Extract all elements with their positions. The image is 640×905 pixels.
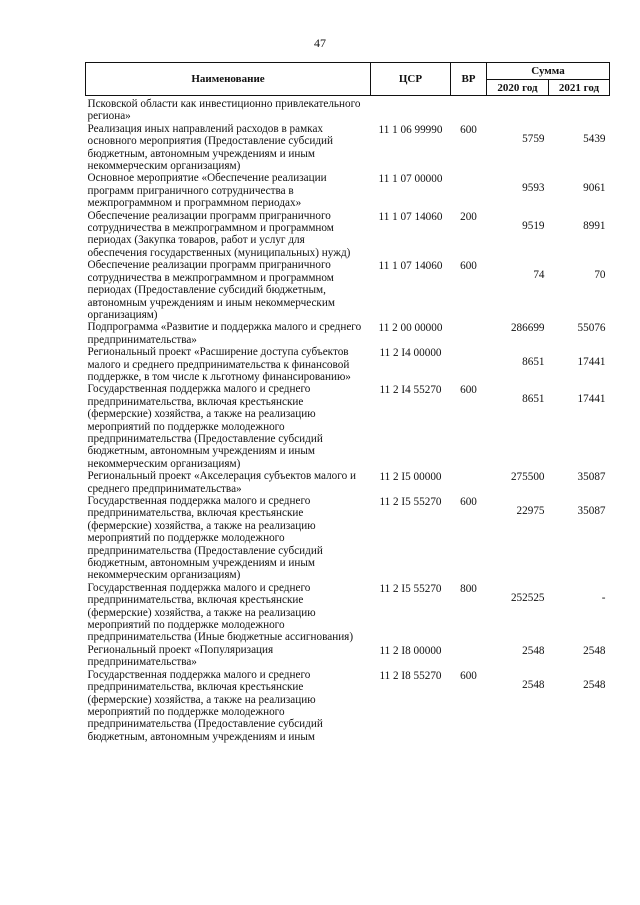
row-csr: 11 2 00 00000 — [378, 322, 443, 335]
row-sum-2021: 2548 — [583, 644, 606, 657]
row-sum-2020: 5759 — [522, 132, 545, 145]
row-name: Государственная поддержка малого и среднего предпринимательства, включая крестьянские (фермерские) хозяйства, а также на реализацию мероприятий по поддержке молодежного предпринимательства (Предоставление субсидий бюджетным, автономным учреждениям и иным некоммерческим организациям) — [87, 383, 323, 470]
header-year-2020: 2020 год — [487, 80, 549, 96]
row-csr: 11 2 I8 55270 — [379, 669, 442, 682]
row-sum-2020: 9519 — [522, 219, 545, 232]
row-name: Государственная поддержка малого и среднего предпринимательства, включая крестьянские (фермерские) хозяйства, а также на реализацию мероприятий по поддержке молодежного предпринимательства (Предоставление субсидий бюджетным, автономным учреждениям и иным — [87, 668, 323, 743]
row-sum-2020 — [487, 96, 549, 123]
table-row — [86, 259, 610, 321]
row-sum-2021: 5439 — [583, 132, 606, 145]
table-header — [86, 63, 610, 96]
table-body — [86, 96, 610, 744]
row-sum-2020: 2548 — [522, 678, 545, 691]
header-name: Наименование — [86, 63, 371, 96]
row-csr: 11 2 I5 55270 — [379, 496, 442, 508]
row-csr: 11 1 07 14060 — [378, 210, 443, 223]
row-vr — [451, 172, 487, 209]
row-sum-2020: 9593 — [522, 182, 545, 195]
table-row — [86, 383, 610, 470]
row-name: Государственная поддержка малого и среднего предпринимательства, включая крестьянские (фермерские) хозяйства, а также на реализацию мероприятий по поддержке молодежного предпринимательства (Иные бюджетные ассигнования) — [87, 581, 354, 644]
table-row — [86, 582, 610, 644]
table-row — [86, 470, 610, 495]
row-vr — [451, 470, 487, 495]
row-sum-2021 — [549, 96, 610, 123]
row-sum-2020: 8651 — [522, 356, 545, 369]
row-vr: 800 — [460, 582, 477, 595]
row-sum-2021: 9061 — [583, 182, 606, 195]
row-sum-2021: 35087 — [577, 505, 606, 517]
row-vr — [451, 346, 487, 383]
page-number: 47 — [314, 36, 326, 50]
row-sum-2021: 17441 — [577, 356, 606, 369]
row-vr: 600 — [460, 260, 477, 273]
row-csr: 11 2 I5 55270 — [379, 582, 442, 595]
budget-table — [85, 62, 610, 743]
table-row — [86, 96, 610, 123]
row-vr: 200 — [460, 210, 477, 223]
row-name: Государственная поддержка малого и среднего предпринимательства, включая крестьянские (фермерские) хозяйства, а также на реализацию мероприятий по поддержке молодежного предпринимательства (Предоставление субсидий бюджетным, автономным учреждениям и иным некоммерческим организациям) — [87, 495, 323, 582]
row-sum-2021: 55076 — [577, 322, 606, 335]
row-vr — [451, 321, 487, 346]
table-row — [86, 495, 610, 582]
row-sum-2021: 17441 — [577, 393, 606, 406]
row-name: Обеспечение реализации программ приграничного сотрудничества в межпрограммном и программном периодах (Предоставление субсидий бюджетным, автономным учреждениям и иным некоммерческим организациям) — [87, 259, 335, 321]
row-name: Основное мероприятие «Обеспечение реализации программ приграничного сотрудничества в межпрограммном и программном периодах» — [87, 172, 327, 210]
table-row — [86, 321, 610, 346]
table-row — [86, 210, 610, 260]
table-row — [86, 123, 610, 173]
row-vr: 600 — [460, 669, 477, 682]
row-name: Обеспечение реализации программ приграничного сотрудничества в межпрограммном и программном периодах (Закупка товаров, работ и услуг для обеспечения государственных (муниципальных) нужд) — [87, 209, 351, 259]
row-sum-2020: 74 — [533, 269, 545, 282]
row-name: Региональный проект «Популяризация предпринимательства» — [87, 643, 274, 669]
row-csr — [371, 96, 451, 123]
header-vr: ВР — [451, 63, 487, 96]
table-row — [86, 172, 610, 209]
row-csr: 11 1 07 14060 — [378, 260, 443, 273]
row-csr: 11 1 06 99990 — [378, 123, 443, 136]
row-sum-2021: 70 — [594, 269, 606, 282]
header-csr: ЦСР — [371, 63, 451, 96]
row-vr — [451, 644, 487, 669]
row-sum-2020: 8651 — [522, 393, 545, 406]
row-vr: 600 — [460, 496, 477, 508]
row-sum-2021: 2548 — [583, 678, 606, 691]
row-sum-2020: 22975 — [516, 505, 545, 517]
row-csr: 11 2 I8 00000 — [379, 644, 442, 657]
row-vr: 600 — [460, 384, 477, 397]
row-csr: 11 2 I5 00000 — [379, 471, 442, 484]
row-sum-2020: 252525 — [510, 591, 545, 604]
row-name: Региональный проект «Расширение доступа субъектов малого и среднего предпринимательства к финансовой поддержке, в том числе к льготному финансированию» — [87, 346, 351, 383]
row-name: Подпрограмма «Развитие и поддержка малого и среднего предпринимательства» — [87, 321, 362, 346]
row-vr — [451, 96, 487, 123]
row-sum-2021: - — [601, 591, 606, 604]
row-sum-2020: 286699 — [510, 322, 545, 335]
table-row — [86, 644, 610, 669]
row-name: Псковской области как инвестиционно привлекательного региона» — [87, 98, 361, 123]
header-year-2021: 2021 год — [549, 80, 610, 96]
row-csr: 11 2 I4 00000 — [379, 347, 442, 360]
row-sum-2021: 8991 — [583, 219, 606, 232]
row-vr: 600 — [460, 123, 477, 136]
row-sum-2020: 2548 — [522, 644, 545, 657]
row-name: Реализация иных направлений расходов в рамках основного мероприятия (Предоставление субсидий бюджетным, автономным учреждениям и иным некоммерческим организациям) — [87, 122, 333, 173]
table-row — [86, 669, 610, 743]
table-row — [86, 346, 610, 383]
row-name: Региональный проект «Акселерация субъектов малого и среднего предпринимательства» — [87, 470, 356, 495]
row-sum-2021: 35087 — [577, 471, 606, 484]
row-csr: 11 1 07 00000 — [378, 173, 443, 186]
header-sum: Сумма — [487, 63, 610, 80]
row-csr: 11 2 I4 55270 — [379, 384, 442, 397]
row-sum-2020: 275500 — [510, 471, 545, 484]
